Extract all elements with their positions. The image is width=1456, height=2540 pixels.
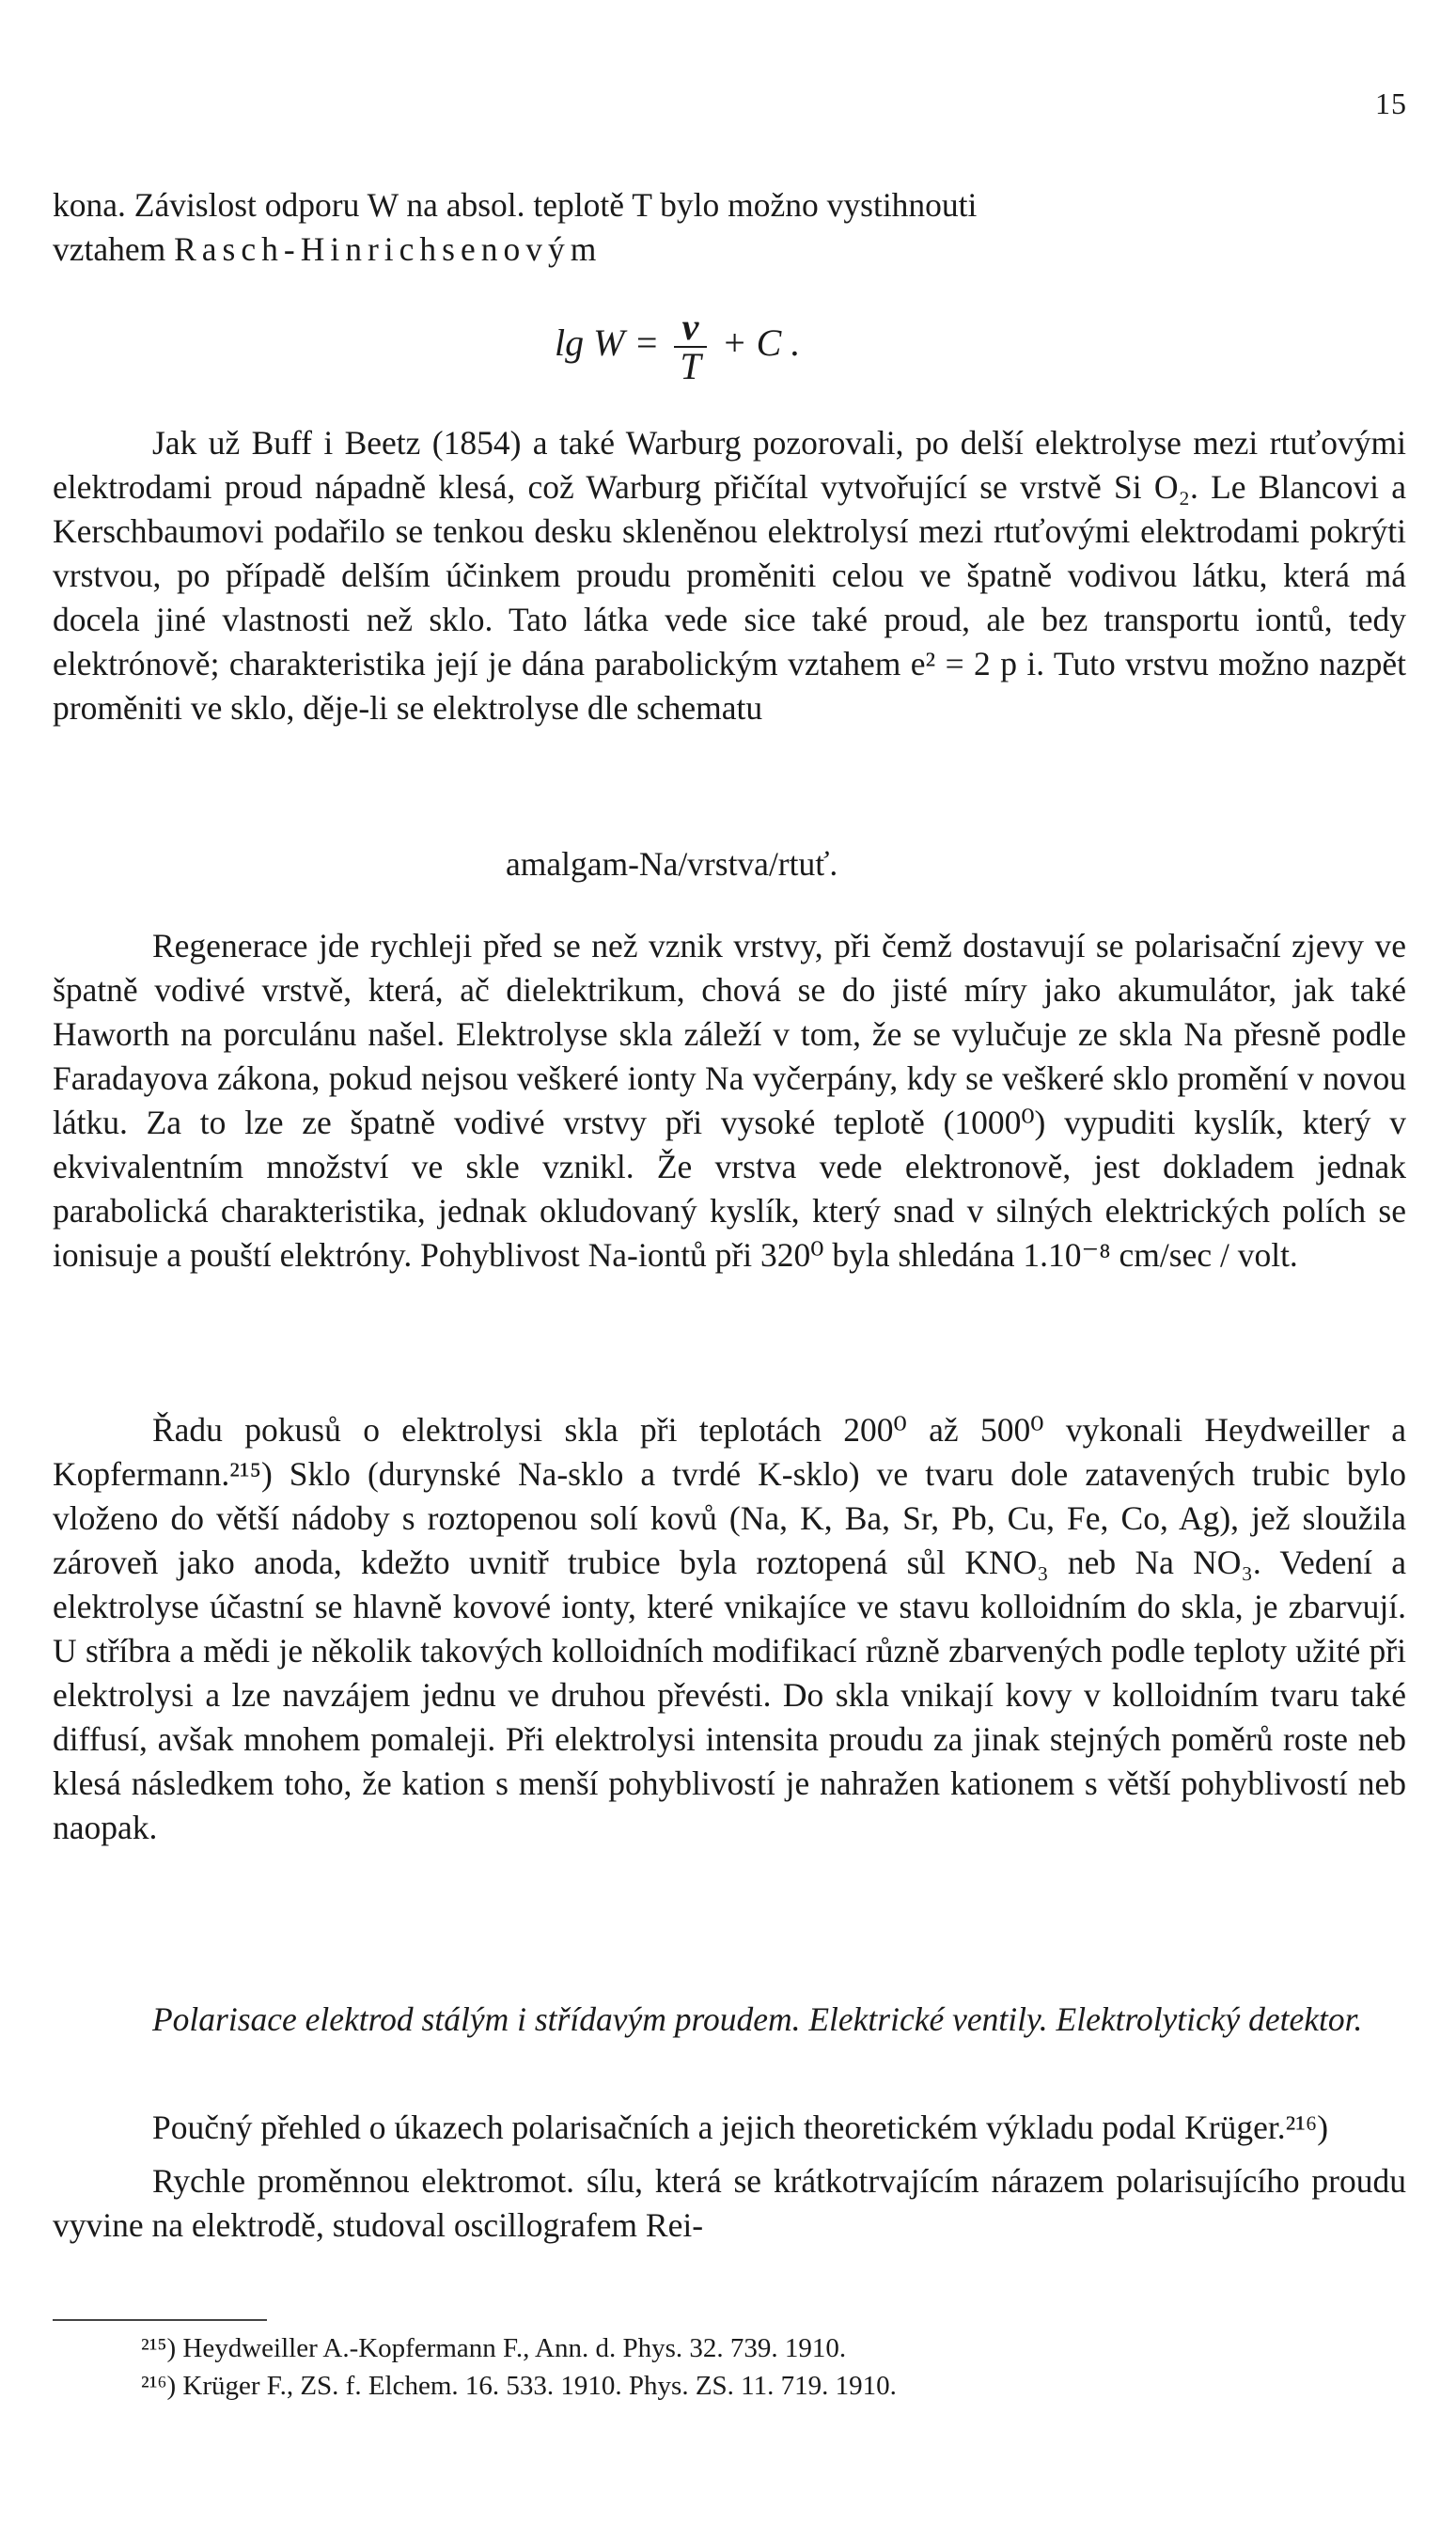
formula-lhs: lg W =	[555, 321, 660, 365]
paragraph-4-text: Řadu pokusů o elektrolysi skla při teplotách 200⁰ až 500⁰ vykonali Heydweiller a Kopfermann.²¹⁵) Sklo (durynské Na-sklo a tvrdé K-sklo) ve tvaru dole zatavených trubic bylo vloženo do větší nádoby s roztopenou solí kovů (Na, K, Ba, Sr, Pb, Cu, Fe, Co, Ag), jež sloužila zároveň jako anoda, kdežto uvnitř trubice byla roztopená sůl KNO₃ neb Na NO₃. Vedení a elektrolyse účastní se hlavně kovové ionty, které vnikajíce ve stavu kolloidním do skla, je zbarvují. U stříbra a mědi je několik takových kolloidních modifikací různě zbarvených podle teploty užité při elektrolysi a lze navzájem jednu ve druhou převésti. Do skla vnikají kovy v kolloidním tvaru také diffusí, avšak mnohem pomaleji. Při elektrolysi intensita proudu za jinak stejných poměrů roste neb klesá následkem toho, že kation s menší pohyblivostí je nahražen kationem s větší pohyblivostí neb naopak.	[53, 1411, 1406, 1846]
footnote-215: ²¹⁵) Heydweiller A.-Kopfermann F., Ann. d. Phys. 32. 739. 1910.	[141, 2333, 847, 2363]
intro-line-2-prefix: vztahem	[53, 230, 175, 268]
paragraph-3-text: Regenerace jde rychleji před se než vznik vrstvy, při čemž dostavují se polarisační zjevy ve špatně vodivé vrstvě, která, ač dielektrikum, chová se do jisté míry jako akumulátor, jak také Haworth na porculánu našel. Elektrolyse skla záleží v tom, že se vylučuje ze skla Na přesně podle Faradayova zákona, pokud nejsou veškeré ionty Na vyčerpány, kdy se veškeré sklo promění v novou látku. Za to lze ze špatně vodivé vrstvy při vysoké teplotě (1000⁰) vypuditi kyslík, který v ekvivalentním množství ve skle vznikl. Že vrstva vede elektronově, jest dokladem jednak parabolická charakteristika, jednak okludovaný kyslík, který snad v silných elektrických polích se ionisuje a pouští elektróny. Pohyblivost Na-iontů při 320⁰ byla shledána 1.10⁻⁸ cm/sec / volt.	[53, 927, 1406, 1274]
intro-line-1: kona. Závislost odporu W na absol. teplotě T bylo možno vystihnouti	[53, 186, 978, 224]
schema-line: amalgam-Na/vrstva/rtuť.	[506, 845, 838, 883]
formula-rhs: + C .	[721, 321, 801, 365]
footnotes	[141, 2329, 1405, 2405]
paragraph-warburg	[53, 421, 1406, 730]
paragraph-kruger	[53, 2106, 1406, 2248]
footnote-216: ²¹⁶) Krüger F., ZS. f. Elchem. 16. 533. 1910. Phys. ZS. 11. 719. 1910.	[141, 2371, 897, 2401]
section-heading: Polarisace elektrod stálým i střídavým proudem. Elektrické ventily. Elektrolytický detektor.	[152, 2000, 1363, 2038]
paragraph-heydweiller	[53, 1408, 1406, 1850]
intro-line-2	[53, 227, 1406, 272]
paragraph-intro	[53, 183, 1406, 272]
author-name: Rasch-Hinrichsenovým	[174, 230, 603, 268]
formula-lgw	[555, 308, 800, 385]
paragraph-regeneration	[53, 924, 1406, 1278]
page-number: 15	[1375, 86, 1407, 120]
paragraph-2-text: Jak už Buff i Beetz (1854) a také Warburg pozorovali, po delší elektrolyse mezi rtuťovými elektrodami proud nápadně klesá, což Warburg přičítal vytvořující se vrstvě Si O₂. Le Blancovi a Kerschbaumovi podařilo se tenkou desku skleněnou elektrolysí mezi rtuťovými elektrodami pokrýti vrstvou, po případě delším účinkem proudu proměniti celou ve špatně vodivou látku, která má docela jiné vlastnosti než sklo. Tato látka vede sice také proud, ale bez transportu iontů, tedy elektrónově; charakteristika její je dána parabolickým vztahem e² = 2 p i. Tuto vrstvu možno nazpět proměniti ve sklo, děje-li se elektrolyse dle schematu	[53, 424, 1406, 727]
paragraph-6-text: Rychle proměnnou elektromot. sílu, která se krátkotrvajícím nárazem polarisujícího proudu vyvine na elektrodě, studoval oscillografem Rei-	[53, 2162, 1406, 2244]
footnote-divider	[53, 2319, 267, 2321]
formula-numerator: v	[674, 308, 706, 348]
paragraph-5-text: Poučný přehled o úkazech polarisačních a jejich theoretickém výkladu podal Krüger.²¹⁶)	[152, 2109, 1329, 2146]
formula-denominator: T	[680, 345, 701, 387]
formula-fraction	[674, 308, 706, 385]
